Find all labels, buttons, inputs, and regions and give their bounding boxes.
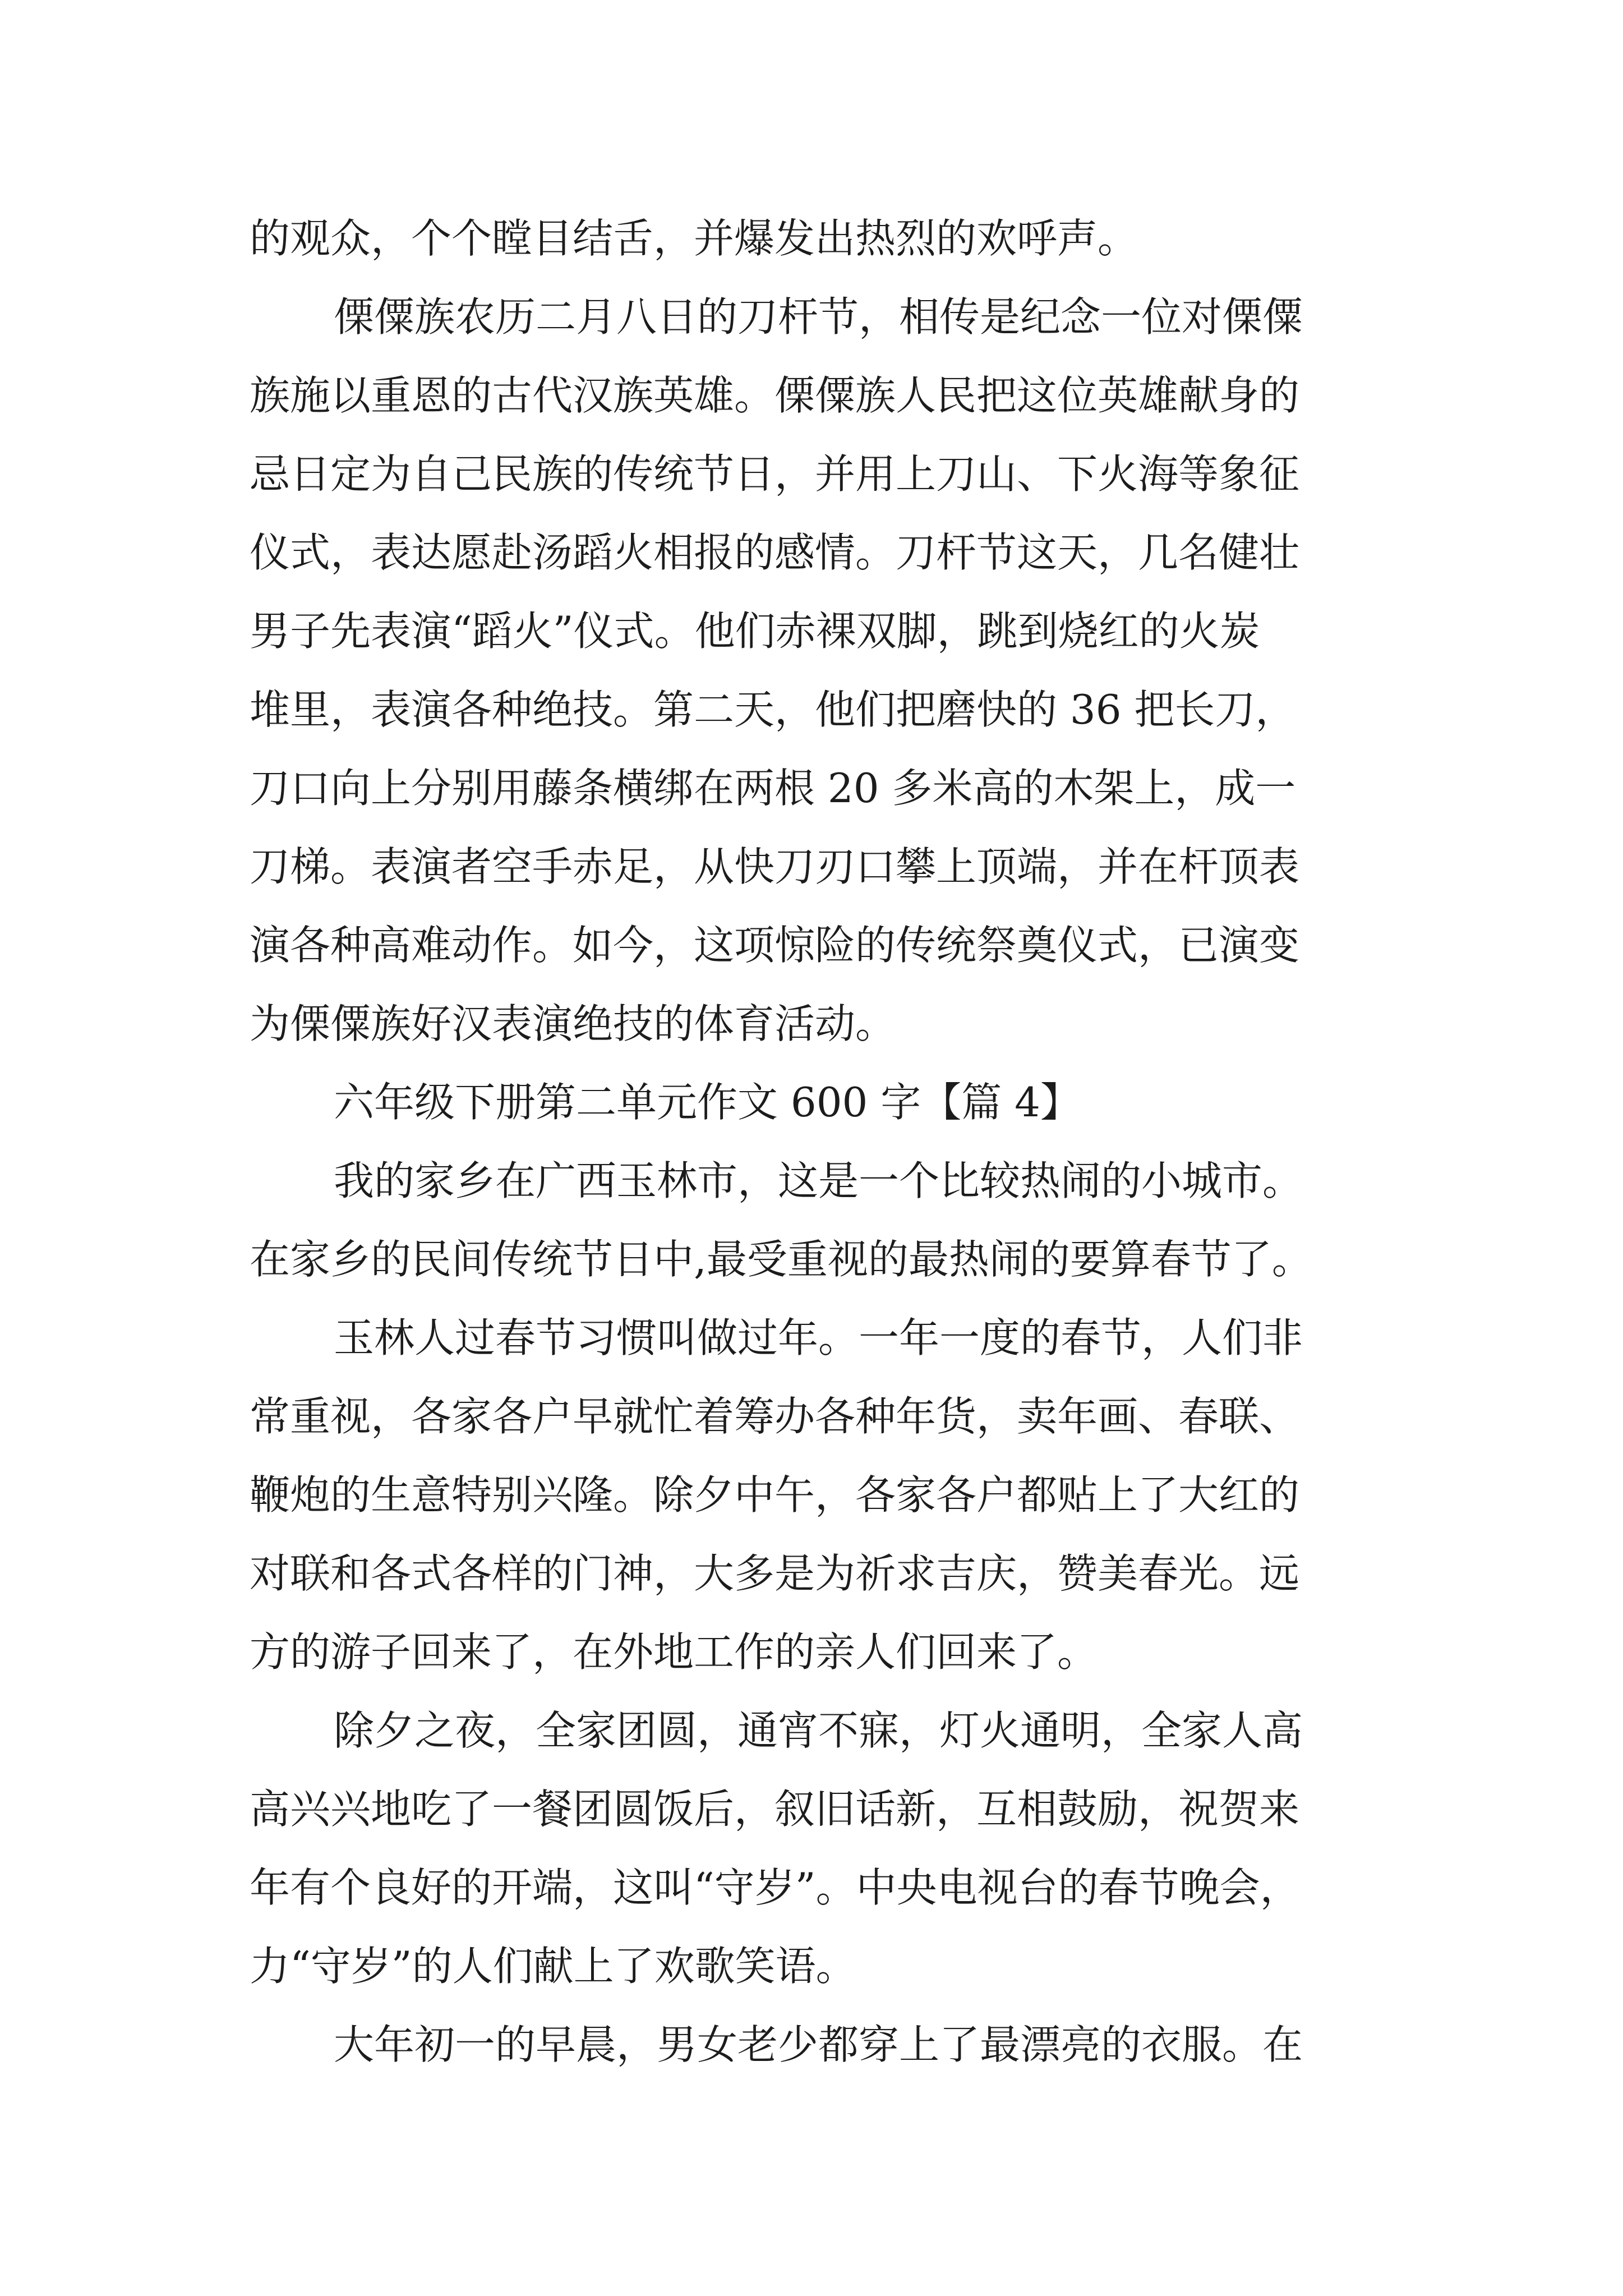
- text-line: 年有个良好的开端，这叫“守岁”。中央电视台的春节晚会，: [250, 1864, 1301, 1911]
- text-line: 演各种高难动作。如今，这项惊险的传统祭奠仪式，已演变: [250, 922, 1300, 969]
- text-line: 常重视，各家各户早就忙着筹办各种年货，卖年画、春联、: [250, 1393, 1300, 1440]
- text-line: 刀口向上分别用藤条横绑在两根 20 多米高的木架上，成一: [250, 765, 1296, 812]
- text-line: 在家乡的民间传统节日中,最受重视的最热闹的要算春节了。: [250, 1236, 1312, 1283]
- text-line: 为傈僳族好汉表演绝技的体育活动。: [250, 1000, 896, 1047]
- section-heading: 六年级下册第二单元作文 600 字【篇 4】: [334, 1079, 1081, 1126]
- essay-text: [250, 199, 1394, 2084]
- text-line: 堆里，表演各种绝技。第二天，他们把磨快的 36 把长刀，: [250, 686, 1296, 733]
- text-line: 仪式，表达愿赴汤蹈火相报的感情。刀杆节这天，几名健壮: [250, 529, 1300, 576]
- text-line: 族施以重恩的古代汉族英雄。傈僳族人民把这位英雄献身的: [250, 372, 1300, 419]
- text-line: 鞭炮的生意特别兴隆。除夕中午，各家各户都贴上了大红的: [250, 1471, 1300, 1519]
- paragraph-start-line: 我的家乡在广西玉林市，这是一个比较热闹的小城市。: [334, 1157, 1303, 1204]
- text-line: 力“守岁”的人们献上了欢歌笑语。: [250, 1943, 856, 1990]
- text-line: 高兴兴地吃了一餐团圆饭后，叙旧话新，互相鼓励，祝贺来: [250, 1786, 1300, 1833]
- text-line: 对联和各式各样的门神，大多是为祈求吉庆，赞美春光。远: [250, 1550, 1300, 1597]
- paragraph-start-line: 大年初一的早晨，男女老少都穿上了最漂亮的衣服。在: [334, 2021, 1303, 2068]
- paragraph-start-line: 傈僳族农历二月八日的刀杆节，相传是纪念一位对傈僳: [334, 293, 1303, 341]
- paragraph-start-line: 玉林人过春节习惯叫做过年。一年一度的春节，人们非: [334, 1314, 1303, 1361]
- paragraph-start-line: 除夕之夜，全家团圆，通宵不寐，灯火通明，全家人高: [334, 1707, 1303, 1754]
- text-line: 忌日定为自己民族的传统节日，并用上刀山、下火海等象征: [250, 450, 1300, 498]
- text-line: 男子先表演“蹈火”仪式。他们赤裸双脚，跳到烧红的火炭: [250, 608, 1260, 655]
- text-line: 方的游子回来了，在外地工作的亲人们回来了。: [250, 1628, 1098, 1676]
- text-line: 的观众，个个瞠目结舌，并爆发出热烈的欢呼声。: [250, 215, 1138, 262]
- text-line: 刀梯。表演者空手赤足，从快刀刃口攀上顶端，并在杆顶表: [250, 843, 1300, 890]
